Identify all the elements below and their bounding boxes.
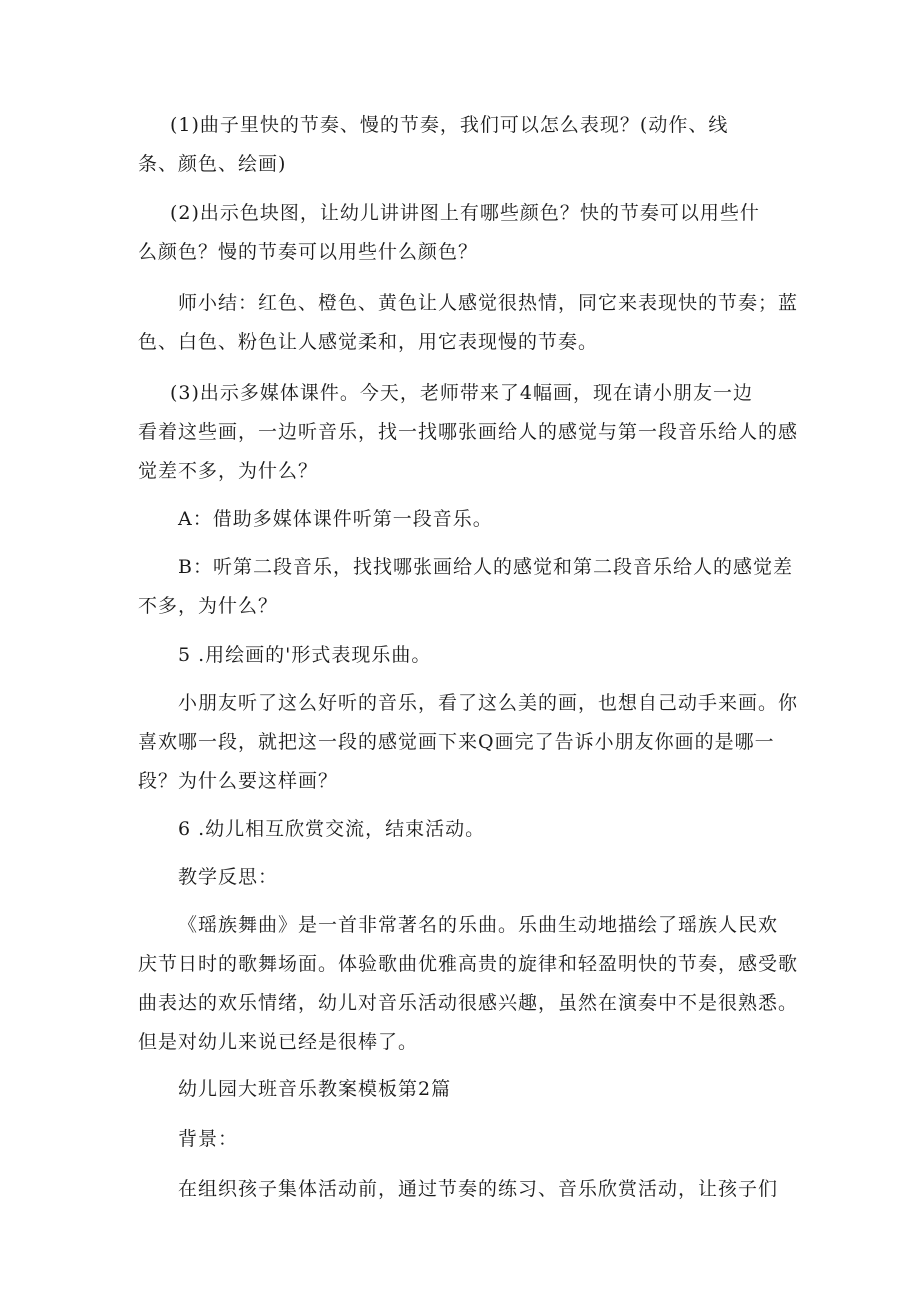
- text-line: 《瑶族舞曲》是一首非常著名的乐曲。乐曲生动地描绘了瑶族人民欢: [178, 914, 779, 936]
- text-line: 教学反思：: [178, 866, 279, 888]
- paragraph-reflection: [138, 906, 798, 1062]
- text-line: 庆节日时的歌舞场面。体验歌曲优雅高贵的旋律和轻盈明快的节奏，感受歌: [138, 953, 799, 975]
- text-line: 但是对幼儿来说已经是很棒了。: [138, 1031, 419, 1053]
- paragraph-step-6: [138, 810, 798, 849]
- text-line: 小朋友听了这么好听的音乐，看了这么美的画，也想自己动手来画。你: [178, 692, 799, 714]
- paragraph-question-1: [138, 106, 798, 184]
- paragraph-item-b: [138, 548, 798, 626]
- text-line: 色、白色、粉色让人感觉柔和，用它表现慢的节奏。: [138, 331, 599, 353]
- paragraph-teacher-summary: [138, 284, 798, 362]
- paragraph-background: [138, 1170, 798, 1209]
- text-line: 条、颜色、绘画): [138, 153, 287, 175]
- section-title-reflection: [138, 858, 798, 897]
- text-line: (1)曲子里快的节奏、慢的节奏，我们可以怎么表现？(动作、线: [170, 114, 729, 136]
- text-line: 在组织孩子集体活动前，通过节奏的练习、音乐欣赏活动，让孩子们: [178, 1178, 779, 1200]
- paragraph-question-2: [138, 194, 798, 272]
- text-line: 6 .幼儿相互欣赏交流，结束活动。: [178, 818, 486, 840]
- text-line: 喜欢哪一段，就把这一段的感觉画下来Q画完了告诉小朋友你画的是哪一: [138, 731, 775, 753]
- text-line: (3)出示多媒体课件。今天，老师带来了4幅画，现在请小朋友一边: [170, 382, 754, 404]
- paragraph-question-3: [138, 374, 798, 491]
- text-line: 段？为什么要这样画？: [138, 770, 339, 792]
- text-line: 师小结：红色、橙色、黄色让人感觉很热情，同它来表现快的节奏；蓝: [178, 292, 799, 314]
- text-line: 幼儿园大班音乐教案模板第2篇: [178, 1078, 452, 1100]
- text-line: 觉差不多，为什么？: [138, 460, 319, 482]
- text-line: (2)出示色块图，让幼儿讲讲图上有哪些颜色？快的节奏可以用些什: [170, 202, 760, 224]
- text-line: 背景：: [178, 1128, 239, 1150]
- text-line: B：听第二段音乐，找找哪张画给人的感觉和第二段音乐给人的感觉差: [178, 556, 793, 578]
- section-title-next-plan: [138, 1070, 798, 1109]
- text-line: A：借助多媒体课件听第一段音乐。: [178, 508, 493, 530]
- paragraph-step-5: [138, 636, 798, 675]
- section-title-background: [138, 1120, 798, 1159]
- text-line: 曲表达的欢乐情绪，幼儿对音乐活动很感兴趣，虽然在演奏中不是很熟悉。: [138, 992, 799, 1014]
- text-line: 看着这些画，一边听音乐，找一找哪张画给人的感觉与第一段音乐给人的感: [138, 421, 799, 443]
- paragraph-kids-drawing: [138, 684, 798, 801]
- text-line: 么颜色？慢的节奏可以用些什么颜色？: [138, 241, 479, 263]
- text-line: 5 .用绘画的'形式表现乐曲。: [178, 644, 432, 666]
- text-line: 不多，为什么？: [138, 595, 279, 617]
- paragraph-item-a: [138, 500, 798, 539]
